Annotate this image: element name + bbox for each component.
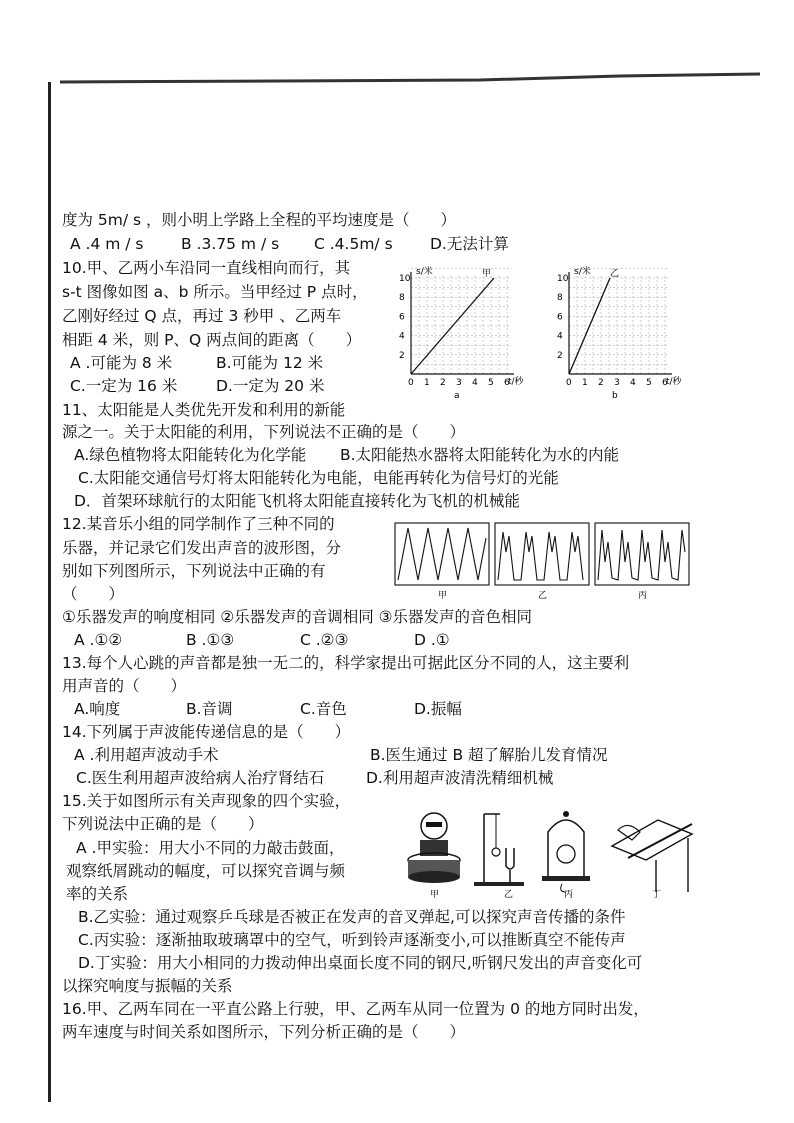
q15-figures <box>396 800 696 900</box>
q12-option-d: D .① <box>414 631 450 649</box>
q12-line-2: 乐器，并记录它们发出声音的波形图，分 <box>62 539 342 557</box>
graph-a-xtick-label: 5 <box>488 378 494 388</box>
q9-option-b: B .3.75 m / s <box>181 235 280 253</box>
q12-option-b: B .①③ <box>186 631 235 649</box>
drum-experiment-figure <box>408 813 460 900</box>
graph-b-ytick-label: 6 <box>557 312 563 323</box>
graph-b-xtick-label: 0 <box>566 378 572 388</box>
graph-a-xlabel: t/秒 <box>508 377 524 387</box>
q11-option-c: C.太阳能交通信号灯将太阳能转化为电能，电能再转化为信号灯的光能 <box>78 469 559 487</box>
q16-line-1: 16.甲、乙两车同在一平直公路上行驶，甲、乙两车从同一位置为 0 的地方同时出发， <box>62 1000 649 1018</box>
scan-edge-left <box>48 82 51 1102</box>
graph-b-series-label: 乙 <box>610 269 620 279</box>
graph-b-ytick-label: 4 <box>557 331 563 342</box>
q9-option-c: C .4.5m/ s <box>314 235 393 253</box>
q11-line-2: 源之一。关于太阳能的利用，下列说法不正确的是（ ） <box>62 423 466 441</box>
graph-b-xlabel: t/秒 <box>666 377 682 387</box>
graph-b-ytick-label: 8 <box>557 293 563 304</box>
scan-edge-top <box>60 70 760 84</box>
graph-a-ytick-label: 6 <box>399 312 405 323</box>
graph-b-xtick-label: 4 <box>630 378 636 388</box>
graph-b-xtick-label: 2 <box>598 378 604 388</box>
waveform-caption-bing: 丙 <box>638 591 648 601</box>
q9-option-a: A .4 m / s <box>70 235 144 253</box>
q13-option-a: A.响度 <box>74 700 121 718</box>
q13-line-2: 用声音的（ ） <box>62 677 187 695</box>
q12-line-4: （ ） <box>62 585 125 603</box>
graph-a-xtick-label: 3 <box>456 378 462 388</box>
q15-line-5: 率的关系 <box>66 885 129 903</box>
graph-b-xtick-label: 5 <box>646 378 652 388</box>
q16-line-2: 两车速度与时间关系如图所示，下列分析正确的是（ ） <box>62 1023 466 1041</box>
bell-jar-figure <box>542 811 590 900</box>
fig-caption-ding: 丁 <box>652 890 662 900</box>
q15-line-1: 15.关于如图所示有关声现象的四个实验， <box>62 792 351 810</box>
q9-option-d: D.无法计算 <box>430 235 509 253</box>
fig-caption-yi: 乙 <box>504 890 514 900</box>
graph-a-series-label: 甲 <box>482 269 492 279</box>
graph-b-xtick-label: 3 <box>614 378 620 388</box>
q13-option-c: C.音色 <box>300 700 347 718</box>
graph-a-xtick-label: 4 <box>472 378 478 388</box>
graph-a-xtick-label: 0 <box>408 378 414 388</box>
q9-line: 度为 5m/ s ，则小明上学路上全程的平均速度是（ ） <box>62 211 457 229</box>
graph-b-ytick-label: 10 <box>557 274 569 284</box>
q10-line-4: 相距 4 米，则 P、Q 两点间的距离（ ） <box>62 331 362 349</box>
graph-a-ytick-label: 8 <box>399 293 405 304</box>
q11-option-d: D．首架环球航行的太阳能飞机将太阳能直接转化为飞机的机械能 <box>74 492 520 510</box>
q12-statements: ①乐器发声的响度相同 ②乐器发声的音调相同 ③乐器发声的音色相同 <box>62 608 533 626</box>
q10-option-a: A .可能为 8 米 <box>70 354 173 372</box>
waveform-caption-yi: 乙 <box>538 591 548 601</box>
q15-line-3: A .甲实验：用大小不同的力敲击鼓面， <box>76 839 345 857</box>
graph-a <box>394 262 529 400</box>
graph-a-xtick-label: 2 <box>440 378 446 388</box>
q10-line-1: 10.甲、乙两小车沿同一直线相向而行，其 <box>62 259 351 277</box>
graph-b-ylabel: s/米 <box>574 267 591 277</box>
q13-line-1: 13.每个人心跳的声音都是独一无二的，科学家提出可据此区分不同的人，这主要利 <box>62 654 630 672</box>
ruler-table-figure <box>612 820 692 900</box>
q15-option-d-cont: 以探究响度与振幅的关系 <box>62 977 233 995</box>
graph-b-ytick-label: 2 <box>557 350 563 361</box>
q11-option-a: A.绿色植物将太阳能转化为化学能 <box>74 446 307 464</box>
q13-option-d: D.振幅 <box>414 700 462 718</box>
graph-a-ytick-label: 2 <box>399 350 405 361</box>
graph-b-xtick-label: 6 <box>662 378 668 388</box>
q10-option-c: C.一定为 16 米 <box>70 377 178 395</box>
graph-b-line-yi <box>569 278 610 374</box>
q13-option-b: B.音调 <box>186 700 233 718</box>
q12-line-1: 12.某音乐小组的同学制作了三种不同的 <box>62 515 335 533</box>
q12-option-a: A .①② <box>74 631 123 649</box>
q14-option-d: D.利用超声波清洗精细机械 <box>366 769 554 787</box>
graph-a-ytick-label: 10 <box>399 274 411 284</box>
q10-option-d: D.一定为 20 米 <box>216 377 325 395</box>
graph-a-ylabel: s/米 <box>416 267 433 277</box>
graph-a-xtick-label: 1 <box>424 378 430 388</box>
graph-a-xtick-label: 6 <box>504 378 510 388</box>
q10-line-3: 乙刚好经过 Q 点，再过 3 秒甲 、乙两车 <box>62 307 342 325</box>
fig-caption-bing: 丙 <box>564 890 574 900</box>
q12-option-c: C .②③ <box>300 631 349 649</box>
q15-option-c: C.丙实验：逐渐抽取玻璃罩中的空气，听到铃声逐渐变小,可以推断真空不能传声 <box>78 931 626 949</box>
q15-line-4: 观察纸屑跳动的幅度，可以探究音调与频 <box>66 862 346 880</box>
q10-line-2: s-t 图像如图 a、b 所示。当甲经过 P 点时， <box>62 283 368 301</box>
graph-b-caption: b <box>612 391 618 400</box>
q14-option-b: B.医生通过 B 超了解胎儿发育情况 <box>370 746 608 764</box>
fig-caption-jia: 甲 <box>430 890 440 900</box>
q15-option-d: D.丁实验：用大小相同的力拨动伸出桌面长度不同的钢尺,听钢尺发出的声音变化可 <box>78 954 643 972</box>
graph-a-ytick-label: 4 <box>399 331 405 342</box>
q14-option-c: C.医生利用超声波给病人治疗肾结石 <box>76 769 325 787</box>
q14-option-a: A .利用超声波动手术 <box>74 746 219 764</box>
waveform-yi <box>494 522 592 602</box>
graph-b <box>552 262 687 400</box>
waveform-bing <box>594 522 692 602</box>
graph-b-xtick-label: 1 <box>582 378 588 388</box>
q15-line-2: 下列说法中正确的是（ ） <box>62 815 264 833</box>
waveform-caption-jia: 甲 <box>438 591 448 601</box>
q12-line-3: 别如下列图所示，下列说法中正确的有 <box>62 562 326 580</box>
waveform-jia <box>394 522 492 602</box>
tuning-fork-figure <box>474 814 524 900</box>
q14-line: 14.下列属于声波能传递信息的是（ ） <box>62 723 351 741</box>
q10-option-b: B.可能为 12 米 <box>216 354 324 372</box>
graph-a-caption: a <box>454 391 460 400</box>
q15-option-b: B.乙实验：通过观察乒乓球是否被正在发声的音叉弹起,可以探究声音传播的条件 <box>78 908 626 926</box>
q11-line-1: 11、太阳能是人类优先开发和利用的新能 <box>62 401 346 419</box>
q11-option-b: B.太阳能热水器将太阳能转化为水的内能 <box>340 446 620 464</box>
